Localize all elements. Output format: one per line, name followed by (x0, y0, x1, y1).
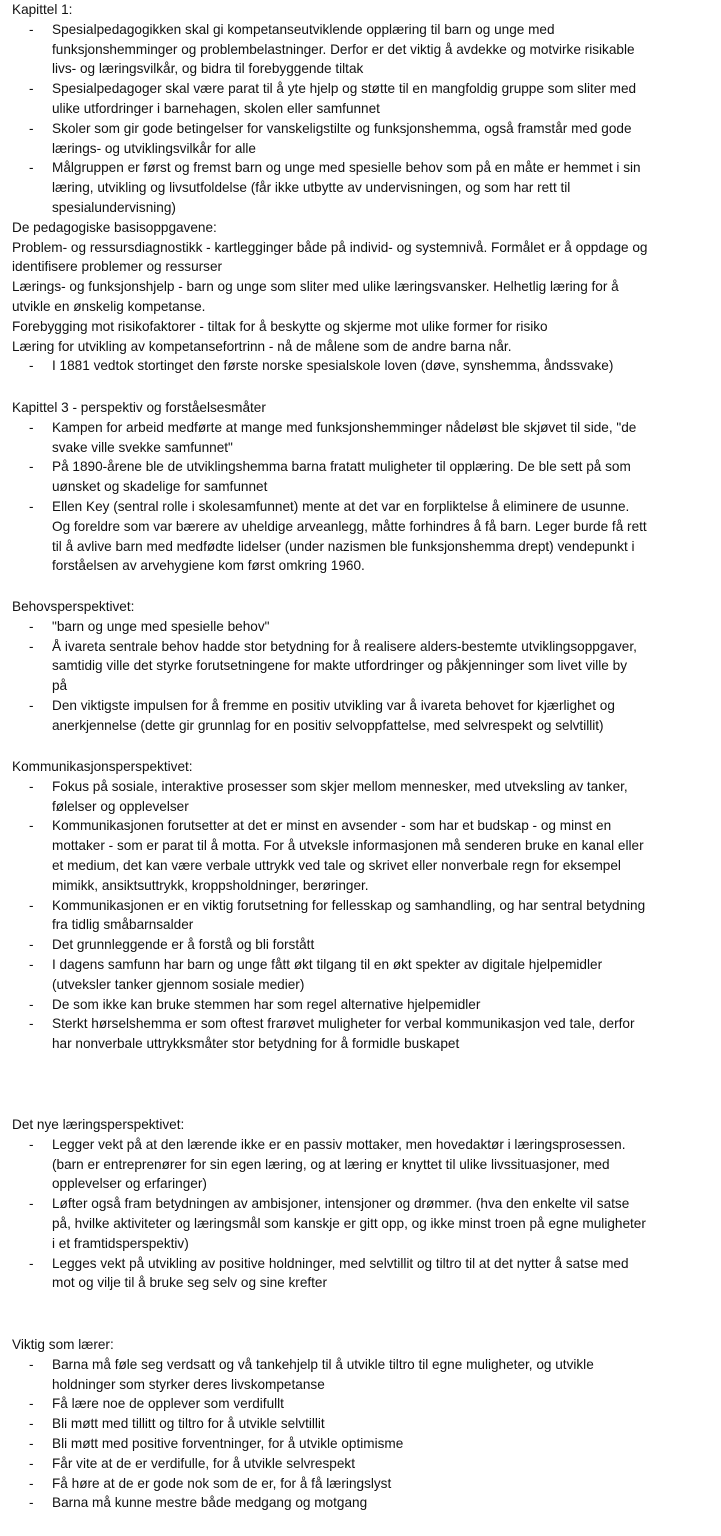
bullet-dash: - (29, 1495, 34, 1511)
list-item (12, 1355, 712, 1395)
list-item-line: livs- og læringsvilkår, og bidra til forebyggende tiltak (52, 61, 364, 77)
paragraph-line: Forebygging mot risikofaktorer - tiltak for å beskytte og skjerme mot ulike former for risiko (12, 318, 548, 334)
list-item (12, 1434, 712, 1454)
list-item-line: svake ville svekke samfunnet" (52, 439, 233, 455)
list-item (12, 995, 712, 1015)
list-item (12, 356, 712, 376)
section-kommunikasjonsperspektivet (12, 757, 712, 1054)
list-item-line: Barna må føle seg verdsatt og vå tankehjelp til å utvikle tiltro til egne muligheter, og utvikle (52, 1356, 594, 1372)
bullet-dash: - (29, 1255, 34, 1271)
bullet-dash: - (29, 1475, 34, 1491)
list-item (12, 20, 712, 79)
list-item (12, 1394, 712, 1414)
list-item (12, 816, 712, 895)
list-item-line: Få lære noe de opplever som verdifullt (52, 1396, 284, 1412)
bullet-dash: - (29, 778, 34, 794)
list-item-line: Spesialpedagogikken skal gi kompetanseutviklende opplæring til barn og unge med (52, 21, 555, 37)
list-item (12, 1194, 712, 1253)
list-item-line: (barn er entreprenører for sin egen læring, og at læring er knyttet til ulike livssituasjoner, med (52, 1156, 610, 1172)
list-item (12, 119, 712, 159)
bullet-dash: - (29, 1416, 34, 1432)
list-item-line: Bli møtt med positive forventninger, for å utvikle optimisme (52, 1435, 404, 1451)
list-item-line: på, hvilke aktiviteter og læringsmål som kanskje er gitt opp, og ikke minst troen på egne muligheter (52, 1215, 646, 1231)
bullet-dash: - (29, 1455, 34, 1471)
list-item-line: har nonverbale uttrykksmåter stor betydning for å formidle buskapet (52, 1036, 460, 1052)
list-item-line: Å ivareta sentrale behov hadde stor betydning for å realisere alders-bestemte utviklingsoppgaver, (52, 638, 637, 654)
bullet-dash: - (29, 638, 34, 654)
list-item-line: Få høre at de er gode nok som de er, for å få læringslyst (52, 1475, 392, 1491)
list-item (12, 696, 712, 736)
section-heading: Kommunikasjonsperspektivet: (12, 759, 193, 774)
list-item-line: ulike utfordringer i barnehagen, skolen eller samfunnet (52, 100, 380, 116)
list-item-line: Får vite at de er verdifulle, for å utvikle selvrespekt (52, 1455, 355, 1471)
bullet-dash: - (29, 160, 34, 176)
list-item (12, 418, 712, 458)
bullet-dash: - (29, 1396, 34, 1412)
bullet-dash: - (29, 81, 34, 97)
list-item-line: I dagens samfunn har barn og unge fått økt tilgang til en økt spekter av digitale hjelpemidler (52, 956, 603, 972)
list-item-line: holdninger som styrker deres livskompetanse (52, 1376, 325, 1392)
list-item (12, 896, 712, 936)
bullet-dash: - (29, 818, 34, 834)
list-item (12, 777, 712, 817)
list-item (12, 1254, 712, 1294)
paragraph-line: De pedagogiske basisoppgavene: (12, 219, 217, 235)
list-item-line: spesialundervisning) (52, 199, 176, 215)
list-item-line: Fokus på sosiale, interaktive prosesser som skjer mellom mennesker, med utveksling av tanker, (52, 778, 628, 794)
bullet-dash: - (29, 937, 34, 953)
bullet-dash: - (29, 419, 34, 435)
list-item-line: mottaker - som er parat til å motta. For å utveksle informasjonen må senderen bruke en kanal eller (52, 838, 644, 854)
list-item-line: til å avlive barn med medfødte lidelser (under nazismen ble funksjonshemma drept) vendepunkt i (52, 538, 635, 554)
section-heading: Kapittel 3 - perspektiv og forståelsesmåter (12, 400, 266, 415)
bullet-dash: - (29, 956, 34, 972)
list-item-line: Det grunnleggende er å forstå og bli forstått (52, 937, 315, 953)
list-item-line: forståelsen av arvehygiene kom først omkring 1960. (52, 558, 365, 574)
list-item-line: mimikk, ansiktsuttrykk, kroppsholdninger, berøringer. (52, 877, 369, 893)
list-item (12, 1135, 712, 1194)
bullet-dash: - (29, 897, 34, 913)
list-item-line: læring, utvikling og livsutfoldelse (får ikke utbytte av undervisningen, og som har rett til (52, 180, 571, 196)
bullet-dash: - (29, 498, 34, 514)
list-item-line: Ellen Key (sentral rolle i skolesamfunnet) mente at det var en forpliktelse å eliminere de usunne. (52, 498, 630, 514)
bullet-dash: - (29, 120, 34, 136)
section-heading: Det nye læringsperspektivet: (12, 1117, 185, 1132)
list-item (12, 497, 712, 576)
bullet-dash: - (29, 1356, 34, 1372)
section-laeringsperspektivet (12, 1115, 712, 1293)
section-viktig-som-laerer (12, 1335, 712, 1513)
list-item-line: uønsket og skadelige for samfunnet (52, 479, 268, 495)
paragraph-line: Læring for utvikling av kompetansefortrinn - nå de målene som de andre barna når. (12, 338, 512, 354)
list-item-line: funksjonshemminger og problembelastninger. Derfor er det viktig å avdekke og motvirke risikable (52, 41, 635, 57)
list-item (12, 637, 712, 696)
list-item (12, 1493, 712, 1513)
list-item-line: De som ikke kan bruke stemmen har som regel alternative hjelpemidler (52, 996, 481, 1012)
section-kapittel-3 (12, 398, 712, 576)
list-item-line: Kommunikasjonen er en viktig forutsetning for fellesskap og samhandling, og har sentral betydning (52, 897, 646, 913)
list-item-line: I 1881 vedtok stortinget den første norske spesialskole loven (døve, synshemma, åndssvake) (52, 358, 614, 374)
list-item-line: Barna må kunne mestre både medgang og motgang (52, 1495, 368, 1511)
list-item (12, 1474, 712, 1494)
list-item-line: i et framtidsperspektiv) (52, 1235, 189, 1251)
list-item-line: et medium, det kan være verbale uttrykk ved tale og skrivet eller nonverbale regn for eksempel (52, 857, 621, 873)
list-item-line: Og foreldre som var bærere av uheldige arveanlegg, måtte forhindres å få barn. Leger burde få rett (52, 518, 647, 534)
list-item (12, 617, 712, 637)
bullet-dash: - (29, 1435, 34, 1451)
list-item-line: samtidig ville det styrke forutsetningene for makte utfordringer og påkjenninger som livet ville by (52, 658, 627, 674)
list-item-line: Sterkt hørselshemma er som oftest frarøvet muligheter for verbal kommunikasjon ved tale, derfor (52, 1016, 635, 1032)
bullet-dash: - (29, 1016, 34, 1032)
bullet-dash: - (29, 1136, 34, 1152)
bullet-dash: - (29, 21, 34, 37)
paragraph-line: utvikle en ønskelig kompetanse. (12, 298, 206, 314)
list-item-line: Spesialpedagoger skal være parat til å yte hjelp og støtte til en mangfoldig gruppe som sliter med (52, 81, 637, 97)
list-item-line: på (52, 678, 68, 694)
section-heading: Viktig som lærer: (12, 1337, 114, 1352)
bullet-dash: - (29, 1196, 34, 1212)
section-kapittel-1 (12, 0, 712, 376)
list-item-line: Skoler som gir gode betingelser for vanskeligstilte og funksjonshemma, også framstår med gode (52, 120, 632, 136)
list-item-line: mot og vilje til å bruke seg selv og sine krefter (52, 1275, 328, 1291)
list-item-line: anerkjennelse (dette gir grunnlag for en positiv selvoppfattelse, med selvrespekt og selvtillit) (52, 717, 604, 733)
list-item-line: Bli møtt med tillitt og tiltro for å utvikle selvtillit (52, 1416, 325, 1432)
paragraph-line: Problem- og ressursdiagnostikk - kartlegginger både på individ- og systemnivå. Formålet er å oppdage og (12, 239, 648, 255)
list-item-line: "barn og unge med spesielle behov" (52, 618, 270, 634)
list-item-line: følelser og opplevelser (52, 798, 189, 814)
list-item-line: (utveksler tanker gjennom sosiale medier) (52, 976, 305, 992)
section-behovsperspektivet (12, 597, 712, 736)
list-item-line: På 1890-årene ble de utviklingshemma barna fratatt muligheter til opplæring. De ble sett på som (52, 459, 631, 475)
list-item-line: Kommunikasjonen forutsetter at det er minst en avsender - som har et budskap - og minst en (52, 818, 612, 834)
list-item (12, 79, 712, 119)
list-item (12, 1414, 712, 1434)
bullet-dash: - (29, 697, 34, 713)
list-item (12, 457, 712, 497)
list-item-line: Legges vekt på utvikling av positive holdninger, med selvtillit og tiltro til at det nytter å satse med (52, 1255, 629, 1271)
list-item-line: Kampen for arbeid medførte at mange med funksjonshemminger nådeløst ble skjøvet til side, "de (52, 419, 637, 435)
paragraph-line: identifisere problemer og ressurser (12, 259, 223, 275)
paragraph-line: Lærings- og funksjonshjelp - barn og unge som sliter med ulike læringsvansker. Helhetlig læring for å (12, 279, 619, 295)
section-heading: Kapittel 1: (12, 2, 73, 17)
bullet-dash: - (29, 459, 34, 475)
bullet-dash: - (29, 358, 34, 374)
list-item (12, 935, 712, 955)
section-heading: Behovsperspektivet: (12, 599, 135, 614)
list-item-line: Legger vekt på at den lærende ikke er en passiv mottaker, men hovedaktør i læringsprosessen. (52, 1136, 626, 1152)
bullet-dash: - (29, 618, 34, 634)
list-item (12, 158, 712, 217)
list-item-line: opplevelser og erfaringer) (52, 1176, 207, 1192)
list-item-line: lærings- og utviklingsvilkår for alle (52, 140, 256, 156)
list-item-line: Den viktigste impulsen for å fremme en positiv utvikling var å ivareta behovet for kjærlighet og (52, 697, 615, 713)
list-item-line: fra tidlig småbarnsalder (52, 917, 194, 933)
list-item (12, 955, 712, 995)
list-item (12, 1454, 712, 1474)
list-item-line: Løfter også fram betydningen av ambisjoner, intensjoner og drømmer. (hva den enkelte vil satse (52, 1196, 630, 1212)
bullet-dash: - (29, 996, 34, 1012)
list-item-line: Målgruppen er først og fremst barn og unge med spesielle behov som på en måte er hemmet i sin (52, 160, 641, 176)
list-item (12, 1014, 712, 1054)
